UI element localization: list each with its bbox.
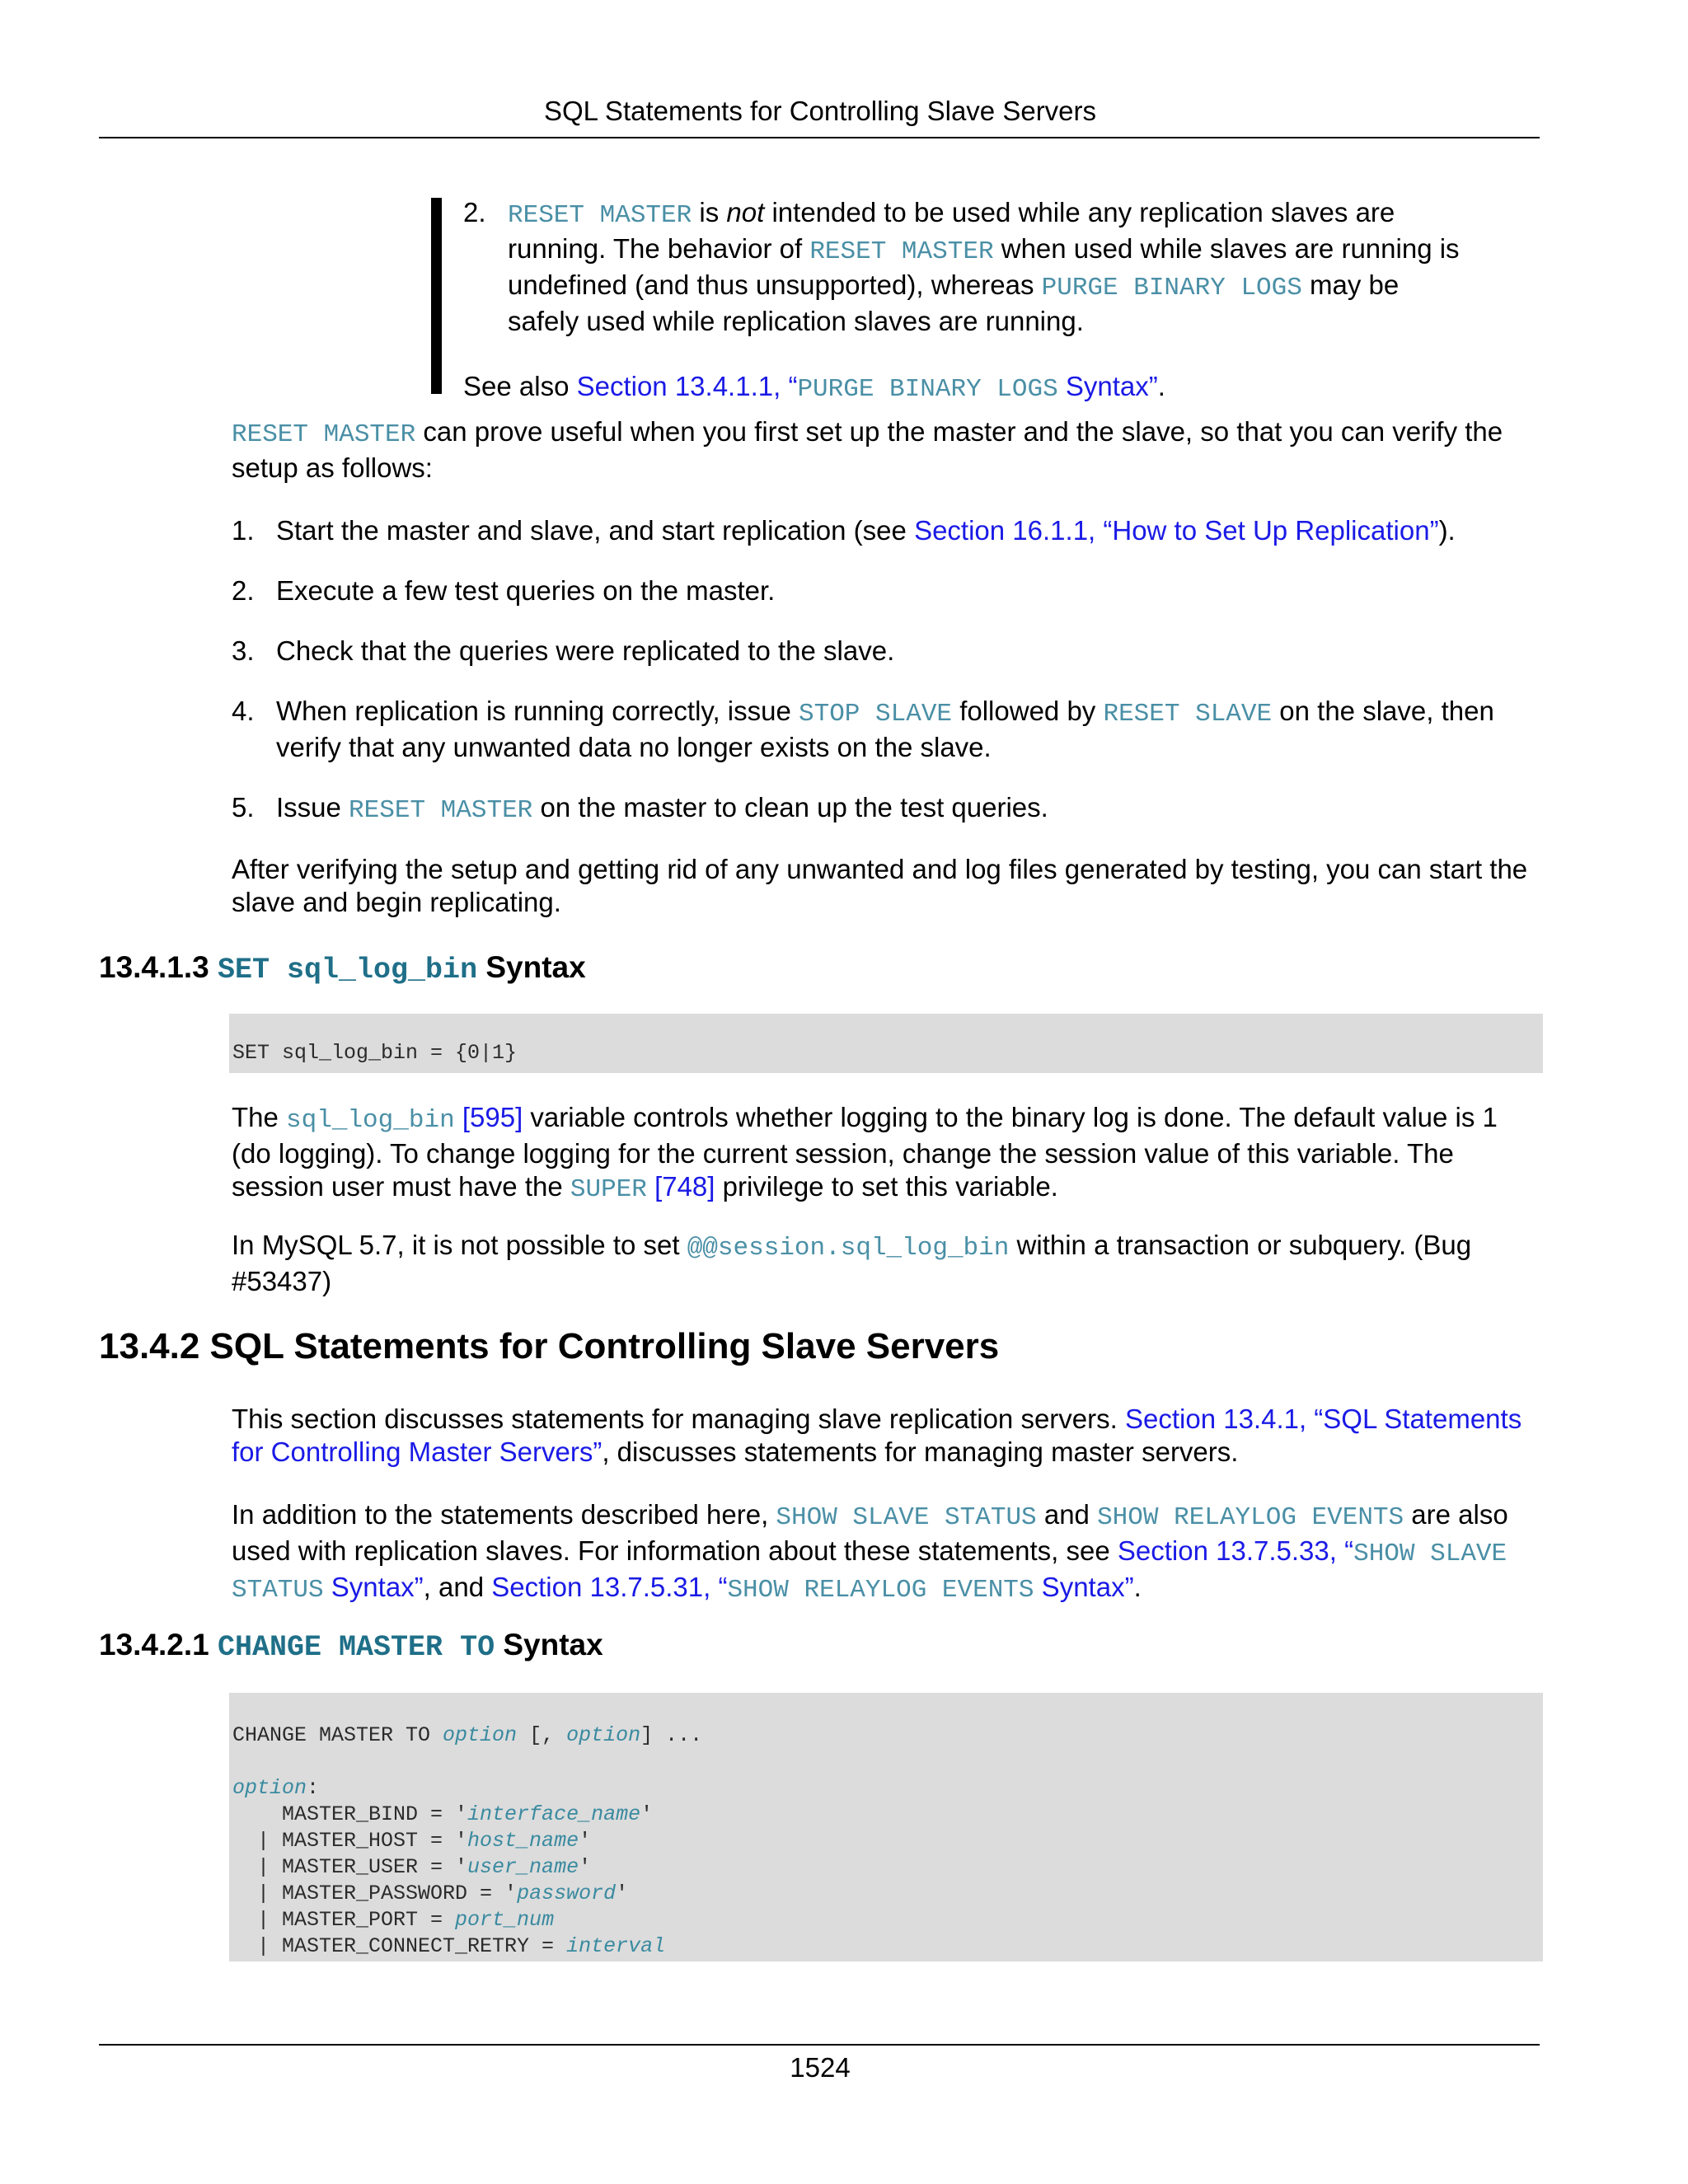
list-item: 1. Start the master and slave, and start replication (see Section 16.1.1, “How to Set Up Replication”). xyxy=(232,515,1456,546)
list-item: 2. Execute a few test queries on the master. xyxy=(232,575,776,606)
link-sql-log-bin[interactable]: sql_log_bin xyxy=(286,1106,455,1135)
list-item: 4. When replication is running correctly, issue STOP SLAVE followed by RESET SLAVE on the slave, then verify that any unwanted data no longer exists on the slave. xyxy=(232,696,1494,762)
ref-595[interactable]: [595] xyxy=(462,1102,523,1132)
session-paragraph: In MySQL 5.7, it is not possible to set @@session.sql_log_bin within a transaction or subquery. (Bug #53437) xyxy=(232,1230,1472,1296)
link-how-to-set-up-replication[interactable]: Section 16.1.1, “How to Set Up Replication” xyxy=(914,515,1439,546)
note-item-2: 2. RESET MASTER is not intended to be used while any replication slaves are running. The behavior of RESET MASTER when used while slaves are running is undefined (and thus unsupported), whereas PURGE BINARY LOGS may be safely used while replication slaves are running. xyxy=(463,197,1460,336)
sql-log-bin-paragraph: The sql_log_bin [595] variable controls whether logging to the binary log is done. The default value is 1 (do logging). To change logging for the current session, change the session value of this variable. The session user must have the SUPER [748] privilege to set this variable. xyxy=(232,1102,1498,1204)
link-show-slave-status-syntax[interactable]: Section 13.7.5.33, “SHOW SLAVE STATUS Syntax” xyxy=(232,1535,1507,1605)
ref-748[interactable]: [748] xyxy=(654,1171,715,1202)
slave-intro-paragraph: This section discusses statements for managing slave replication servers. Section 13.4.1, “SQL Statements for Controlling Master Servers”, discusses statements for managing master servers. xyxy=(232,1404,1522,1467)
running-head: SQL Statements for Controlling Slave Servers xyxy=(543,96,1097,126)
footer-rule xyxy=(99,2044,1540,2046)
emphasis-not: not xyxy=(726,197,765,227)
page-number: 1524 xyxy=(790,2052,851,2083)
code-show-slave-status: SHOW SLAVE STATUS xyxy=(776,1503,1037,1532)
code-reset-master: RESET MASTER xyxy=(232,420,416,449)
heading-13-4-2: 13.4.2 SQL Statements for Controlling Slave Servers xyxy=(99,1326,1000,1366)
code-reset-master: RESET MASTER xyxy=(809,237,994,266)
change-bar xyxy=(431,198,442,394)
code-show-relaylog-events: SHOW RELAYLOG EVENTS xyxy=(1097,1503,1404,1532)
code-session-sql-log-bin: @@session.sql_log_bin xyxy=(687,1234,1010,1263)
after-paragraph: After verifying the setup and getting rid of any unwanted and log files generated by testing, you can start the slave and begin replicating. xyxy=(232,854,1528,917)
intro-paragraph: RESET MASTER can prove useful when you first set up the master and the slave, so that you can verify the setup as follows: xyxy=(232,416,1503,483)
code-stop-slave: STOP SLAVE xyxy=(799,700,953,729)
list-item: 5. Issue RESET MASTER on the master to clean up the test queries. xyxy=(232,792,1048,825)
link-section-13-4-1[interactable]: Section 13.4.1, “SQL Statements for Controlling Master Servers” xyxy=(232,1404,1522,1467)
link-super[interactable]: SUPER xyxy=(570,1175,647,1204)
heading-13-4-1-3: 13.4.1.3 SET sql_log_bin Syntax xyxy=(99,950,586,987)
heading-13-4-2-1: 13.4.2.1 CHANGE MASTER TO Syntax xyxy=(99,1628,603,1664)
list-item: 3. Check that the queries were replicated to the slave. xyxy=(232,635,895,666)
additional-statements-paragraph: In addition to the statements described here, SHOW SLAVE STATUS and SHOW RELAYLOG EVENTS are also used with replication slaves. For information about these statements, see Section 13.7.5.33, “SHOW SLAVE STATUS Syntax”, and Section 13.7.5.31, “SHOW RELAYLOG EVENTS Syntax”. xyxy=(232,1499,1508,1605)
code-purge-binary-logs: PURGE BINARY LOGS xyxy=(1041,274,1302,302)
code-block-change-master-to: CHANGE MASTER TO option [, option] ... option: MASTER_BIND = 'interface_name' | MASTER_HOST = 'host_name' | MASTER_USER = 'user_name' | MASTER_PASSWORD = 'password' | MASTER_PORT = port_num | MASTER_CONNECT_RETRY = interval xyxy=(229,1693,1543,1961)
header-rule xyxy=(99,137,1540,138)
link-purge-binary-logs-syntax[interactable]: Section 13.4.1.1, “PURGE BINARY LOGS Syntax” xyxy=(576,371,1158,404)
code-reset-master: RESET MASTER xyxy=(508,201,692,230)
code-reset-slave: RESET SLAVE xyxy=(1103,700,1273,729)
see-also: See also Section 13.4.1.1, “PURGE BINARY LOGS Syntax”. xyxy=(463,371,1165,404)
setup-steps xyxy=(232,514,1542,855)
code-reset-master: RESET MASTER xyxy=(349,796,533,825)
code-block-set-sql-log-bin: SET sql_log_bin = {0|1} xyxy=(229,1014,1543,1073)
note-block xyxy=(463,196,1469,406)
link-show-relaylog-events-syntax[interactable]: Section 13.7.5.31, “SHOW RELAYLOG EVENTS Syntax” xyxy=(491,1572,1134,1605)
note-item-number: 2. xyxy=(463,197,486,227)
